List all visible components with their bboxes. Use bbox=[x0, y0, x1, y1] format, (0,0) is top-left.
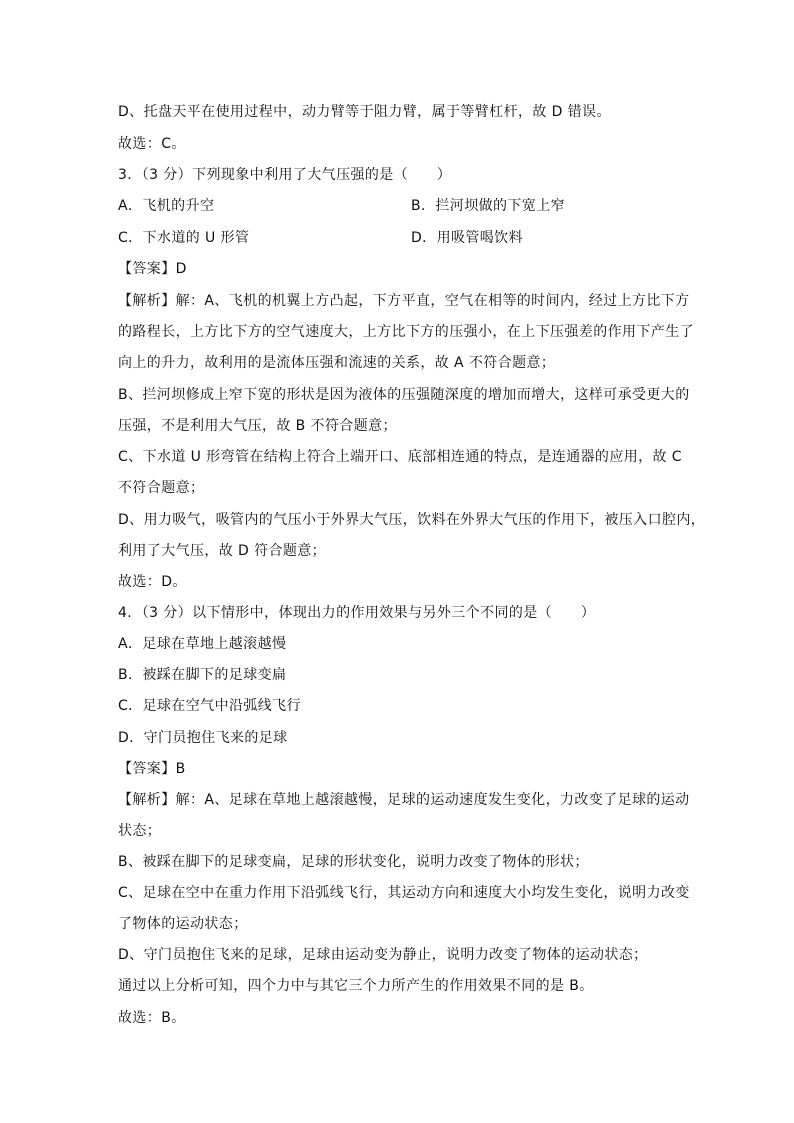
q3-analysis-line: 压强，不是利用大气压，故 B 不符合题意； bbox=[118, 418, 397, 434]
q4-option-b: B．被踩在脚下的足球变扁 bbox=[118, 667, 287, 683]
q3-analysis-line: B、拦河坝修成上窄下宽的形状是因为液体的压强随深度的增加而增大，这样可承受更大的 bbox=[118, 387, 690, 403]
q3-option-d: D．用吸管喝饮料 bbox=[411, 230, 523, 246]
q3-option-b: B．拦河坝做的下宽上窄 bbox=[411, 198, 566, 214]
q3-analysis-line: D、用力吸气，吸管内的气压小于外界大气压，饮料在外界大气压的作用下，被压入口腔内， bbox=[118, 512, 706, 528]
q3-analysis-line: 利用了大气压，故 D 符合题意； bbox=[118, 543, 327, 559]
q3-analysis-line: 不符合题意； bbox=[118, 480, 205, 496]
q4-analysis-line: 通过以上分析可知，四个力中与其它三个力所产生的作用效果不同的是 B。 bbox=[118, 978, 594, 994]
q3-analysis-line: 【解析】解：A、飞机的机翼上方凸起，下方平直，空气在相等的时间内，经过上方比下方 bbox=[118, 293, 690, 309]
q4-analysis-line: 状态； bbox=[118, 823, 162, 839]
q4-option-a: A．足球在草地上越滚越慢 bbox=[118, 636, 287, 652]
q4-analysis-line: 【解析】解：A、足球在草地上越滚越慢，足球的运动速度发生变化，力改变了足球的运动 bbox=[118, 792, 690, 808]
q4-stem: 4．（3 分）以下情形中，体现出力的作用效果与另外三个不同的是（ ） bbox=[118, 605, 596, 621]
q2-option-d-analysis: D、托盘天平在使用过程中，动力臂等于阻力臂，属于等臂杠杆，故 D 错误。 bbox=[118, 104, 611, 120]
q4-analysis-line: C、足球在空中在重力作用下沿弧线飞行，其运动方向和速度大小均发生变化，说明力改变 bbox=[118, 885, 690, 901]
q3-option-a: A．飞机的升空 bbox=[118, 198, 215, 214]
q4-analysis-line: 了物体的运动状态； bbox=[118, 916, 248, 932]
q4-analysis-line: D、守门员抱住飞来的足球，足球由运动变为静止，说明力改变了物体的运动状态； bbox=[118, 947, 648, 963]
q3-analysis-line: 向上的升力，故利用的是流体压强和流速的关系，故 A 不符合题意； bbox=[118, 355, 556, 371]
q3-analysis-line: 的路程长，上方比下方的空气速度大，上方比下方的压强小，在上下压强差的作用下产生了 bbox=[118, 324, 694, 340]
q2-choice: 故选：C。 bbox=[118, 136, 186, 152]
q3-analysis-line: C、下水道 U 形弯管在结构上符合上端开口、底部相连通的特点，是连通器的应用，故 C bbox=[118, 449, 682, 465]
q4-option-c: C．足球在空气中沿弧线飞行 bbox=[118, 698, 301, 714]
q4-analysis-line: B、被踩在脚下的足球变扁，足球的形状变化，说明力改变了物体的形状； bbox=[118, 854, 589, 870]
q3-stem: 3．（3 分）下列现象中利用了大气压强的是（ ） bbox=[118, 167, 452, 183]
q3-choice: 故选：D。 bbox=[118, 574, 187, 590]
q3-answer: 【答案】D bbox=[118, 261, 187, 277]
q4-choice: 故选：B。 bbox=[118, 1010, 186, 1026]
q4-answer: 【答案】B bbox=[118, 761, 186, 777]
q4-option-d: D．守门员抱住飞来的足球 bbox=[118, 730, 288, 746]
q3-option-c: C．下水道的 U 形管 bbox=[118, 230, 250, 246]
